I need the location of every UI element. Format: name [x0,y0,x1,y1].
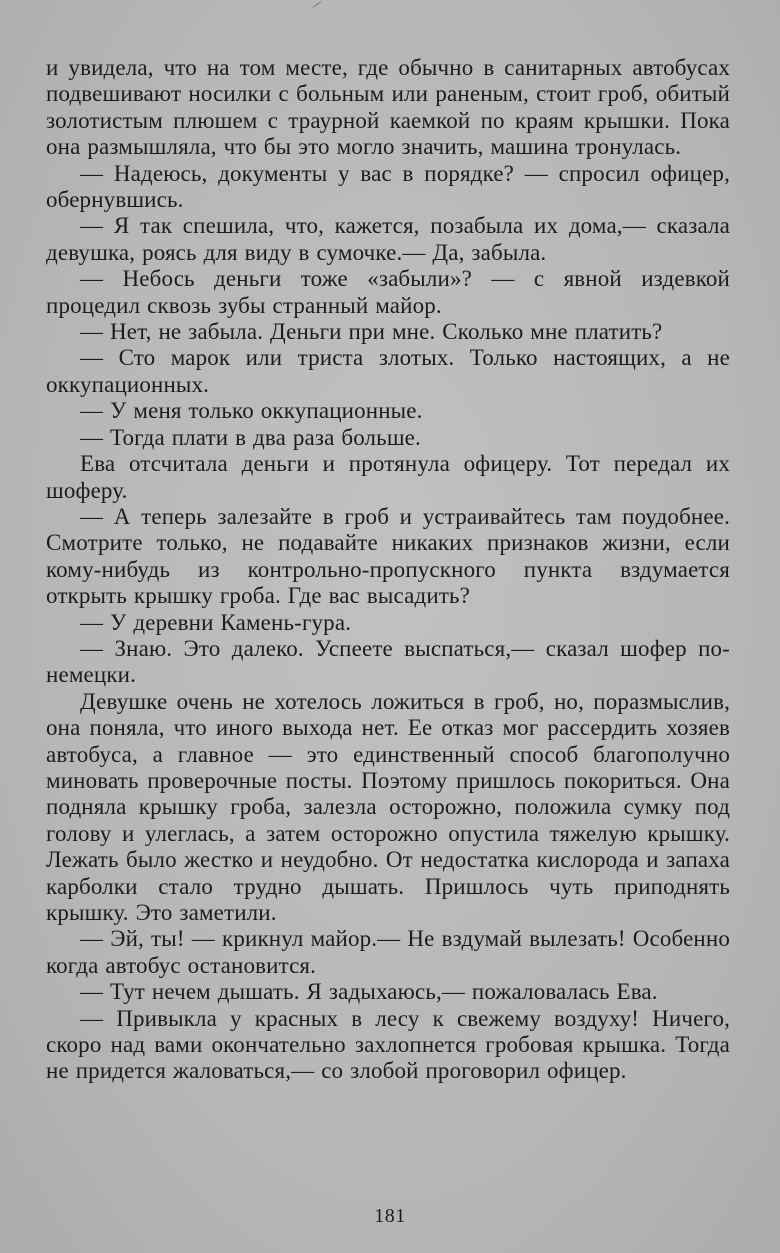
page-number: 181 [374,1205,406,1227]
paragraph: — Тогда плати в два раза больше. [80,424,421,450]
paragraph: Девушке очень не хотелось ложиться в гроб, но, поразмыслив, она поняла, что иного выхода нет. Ее отказ мог рассердить хозяев автобуса, а главное — это единственный способ благополучно миновать проверочные посты. Поэтому пришлось покориться. Она подняла крышку гроба, залезла осторожно, положила сумку под голову и улеглась, а затем осторожно опустила тяжелую крышку. Лежать было жестко и неудобно. От недостатка кислорода и запаха карболки стало трудно дышать. Пришлось чуть приподнять крышку. Это заметили. [46,688,730,925]
paragraph: — У деревни Камень-гура. [80,609,352,635]
paragraph: Ева отсчитала деньги и протянула офицеру. Тот передал их шоферу. [46,451,730,503]
scan-speck [313,1,322,8]
paragraph: — Надеюсь, документы у вас в порядке? — спросил офицер, обернувшись. [46,160,730,213]
paragraph: — Нет, не забыла. Деньги при мне. Сколько мне платить? [80,319,663,345]
paragraph: и увидела, что на том месте, где обычно в санитарных автобусах подвешивают носилки с больным или раненым, стоит гроб, обитый золотистым плюшем с траурной каемкой по краям крышки. Пока она размышляла, что бы это могло значить, машина тронулась. [46,55,730,160]
paragraph: — Привыкла у красных в лесу к свежему воздуху! Ничего, скоро над вами окончательно захлопнется гробовая крышка. Тогда не придется жаловаться,— со злобой проговорил офицер. [46,1005,730,1084]
paragraph: — Тут нечем дышать. Я задыхаюсь,— пожаловалась Ева. [80,979,658,1005]
body-text [46,55,730,1085]
paragraph: — Эй, ты! — крикнул майор.— Не вздумай вылезать! Особенно когда автобус остановится. [46,926,730,978]
paragraph: — А теперь залезайте в гроб и устраивайтесь там поудобнее. Смотрите только, не подавайте никаких признаков жизни, если кому-нибудь из контрольно-пропускного пункта вздумается открыть крышку гроба. Где вас высадить? [46,503,730,609]
paragraph: — Знаю. Это далеко. Успеете выспаться,— сказал шофер по-немецки. [46,635,730,688]
paragraph: — У меня только оккупационные. [80,398,423,424]
paragraph: — Небось деньги тоже «забыли»? — с явной издевкой процедил сквозь зубы странный майор. [46,266,730,318]
paragraph: — Я так спешила, что, кажется, позабыла их дома,— сказала девушка, роясь для виду в сумочке.— Да, забыла. [46,213,730,265]
paragraph: — Сто марок или триста злотых. Только настоящих, а не оккупационных. [46,345,730,397]
